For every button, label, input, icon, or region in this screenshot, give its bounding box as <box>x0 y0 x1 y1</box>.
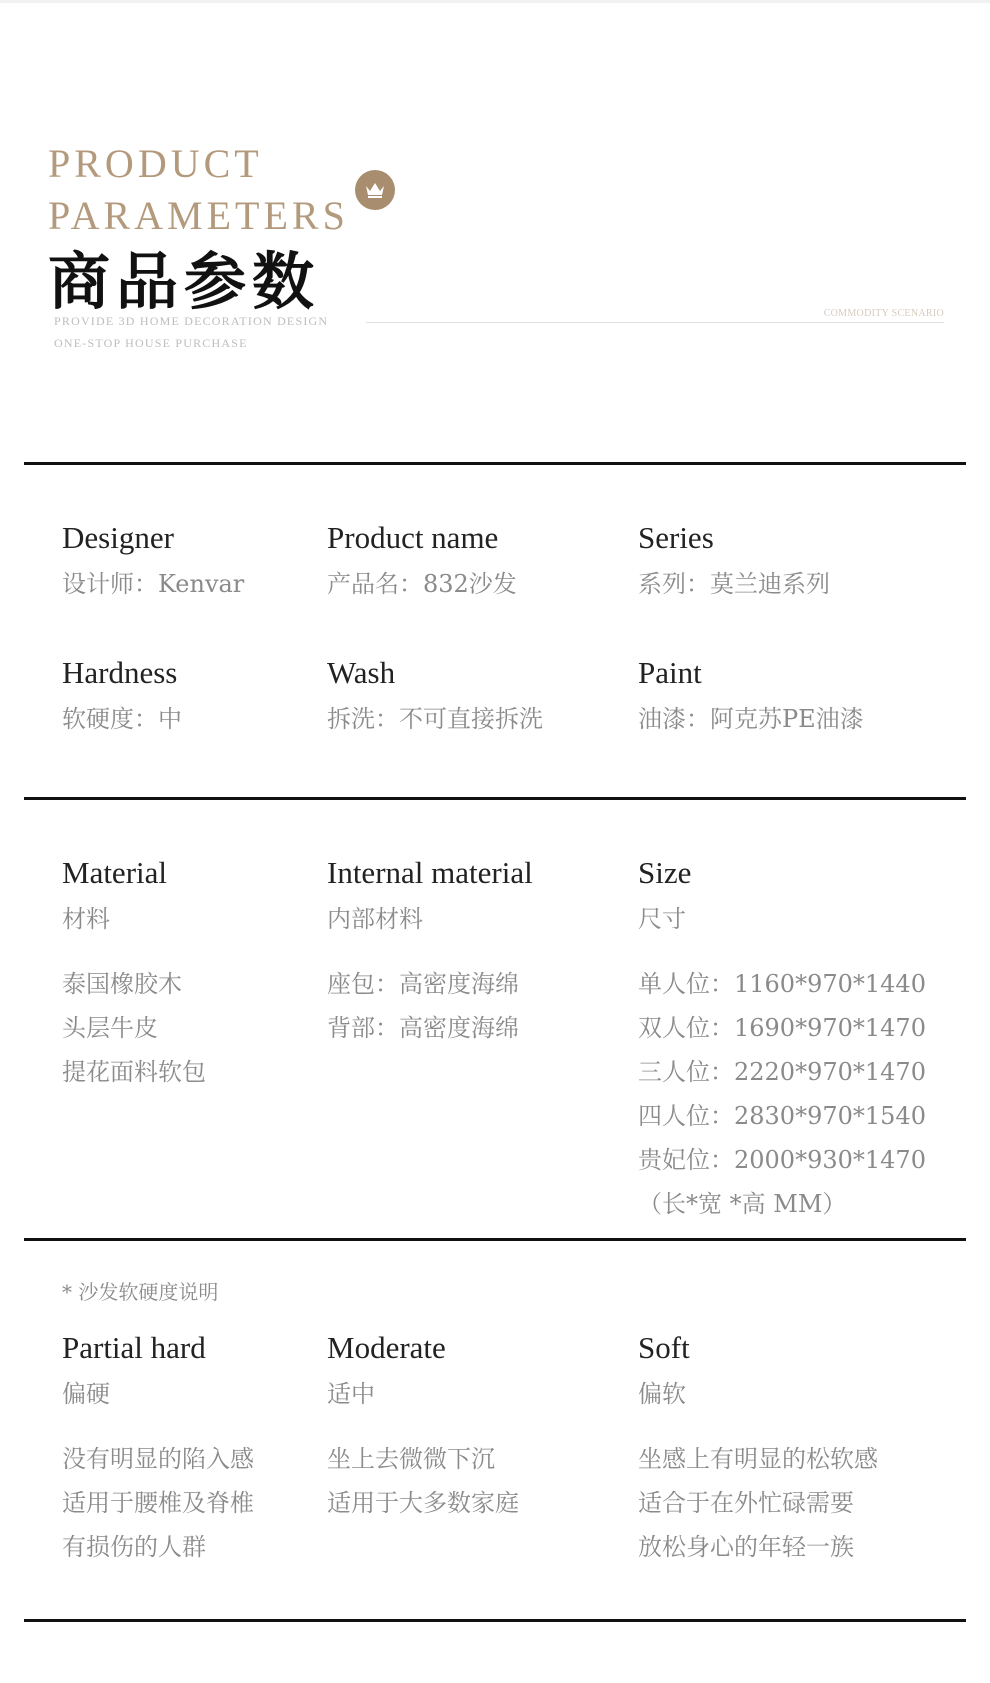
hardness-partial-hard-desc <box>62 1437 254 1569</box>
crown-icon <box>355 170 395 210</box>
param-product-name <box>327 520 517 598</box>
param-label: Hardness <box>62 655 178 690</box>
subtitle-line-2: ONE-STOP HOUSE PURCHASE <box>54 336 248 350</box>
list-item: 放松身心的年轻一族 <box>638 1533 854 1561</box>
list-item: （长*宽 *高 MM） <box>638 1190 847 1218</box>
size-label-cn: 尺寸 <box>638 905 686 933</box>
param-label: Paint <box>638 655 702 690</box>
hardness-label: Moderate <box>327 1330 446 1365</box>
list-item: 座包：高密度海绵 <box>327 970 519 998</box>
section-divider-3 <box>24 1238 966 1241</box>
hardness-moderate <box>327 1330 446 1408</box>
material-label: Material <box>62 855 168 890</box>
list-item: 提花面料软包 <box>62 1058 206 1086</box>
size-label: Size <box>638 855 692 890</box>
material-list <box>62 962 206 1094</box>
list-item: 双人位：1690*970*1470 <box>638 1014 926 1042</box>
param-label: Designer <box>62 520 174 555</box>
list-item: 三人位：2220*970*1470 <box>638 1058 926 1086</box>
list-item: 坐上去微微下沉 <box>327 1445 495 1473</box>
list-item: 坐感上有明显的松软感 <box>638 1445 878 1473</box>
top-divider <box>0 0 990 3</box>
hardness-label: Soft <box>638 1330 690 1365</box>
list-item: 适用于大多数家庭 <box>327 1489 519 1517</box>
hardness-note: * 沙发软硬度说明 <box>62 1280 219 1304</box>
material-label-cn: 材料 <box>62 905 110 933</box>
internal-material-list <box>327 962 519 1050</box>
size-block <box>638 855 691 933</box>
internal-material-label-cn: 内部材料 <box>327 905 423 933</box>
param-paint <box>638 655 864 733</box>
list-item: 适用于腰椎及脊椎 <box>62 1489 254 1517</box>
param-label: Product name <box>327 520 499 555</box>
internal-material-block <box>327 855 533 933</box>
section-divider-4 <box>24 1619 966 1622</box>
list-item: 单人位：1160*970*1440 <box>638 970 926 998</box>
hardness-soft <box>638 1330 690 1408</box>
title-line-parameters: PARAMETERS <box>48 193 349 238</box>
param-value: 产品名：832沙发 <box>327 570 517 598</box>
hardness-soft-desc <box>638 1437 878 1569</box>
hardness-moderate-desc <box>327 1437 519 1525</box>
hardness-label: Partial hard <box>62 1330 206 1365</box>
param-value: 软硬度：中 <box>62 705 182 733</box>
subtitle-line-1: PROVIDE 3D HOME DECORATION DESIGN <box>54 314 329 328</box>
list-item: 泰国橡胶木 <box>62 970 182 998</box>
list-item: 有损伤的人群 <box>62 1533 206 1561</box>
param-value: 系列：莫兰迪系列 <box>638 570 830 598</box>
param-hardness <box>62 655 182 733</box>
hardness-label-cn: 偏软 <box>638 1380 686 1408</box>
list-item: 背部：高密度海绵 <box>327 1014 519 1042</box>
param-series <box>638 520 830 598</box>
header-divider <box>366 322 944 323</box>
list-item: 适合于在外忙碌需要 <box>638 1489 854 1517</box>
title-line-product: PRODUCT <box>48 141 263 186</box>
hardness-label-cn: 适中 <box>327 1380 375 1408</box>
param-value: 拆洗：不可直接拆洗 <box>327 705 543 733</box>
param-wash <box>327 655 543 733</box>
hardness-partial-hard <box>62 1330 206 1408</box>
param-designer <box>62 520 244 598</box>
list-item: 没有明显的陷入感 <box>62 1445 254 1473</box>
list-item: 四人位：2830*970*1540 <box>638 1102 926 1130</box>
param-value: 油漆：阿克苏PE油漆 <box>638 705 864 733</box>
page-title: 商品参数 <box>48 245 321 318</box>
param-label: Wash <box>327 655 396 690</box>
size-list <box>638 962 926 1226</box>
scenario-label: COMMODITY SCENARIO <box>823 308 944 319</box>
header-en-title <box>48 138 349 242</box>
internal-material-label: Internal material <box>327 855 533 890</box>
section-divider-2 <box>24 797 966 800</box>
list-item: 头层牛皮 <box>62 1014 158 1042</box>
section-divider-1 <box>24 462 966 465</box>
material-block <box>62 855 167 933</box>
list-item: 贵妃位：2000*930*1470 <box>638 1146 926 1174</box>
param-label: Series <box>638 520 714 555</box>
param-value: 设计师：Kenvar <box>62 570 245 598</box>
hardness-label-cn: 偏硬 <box>62 1380 110 1408</box>
